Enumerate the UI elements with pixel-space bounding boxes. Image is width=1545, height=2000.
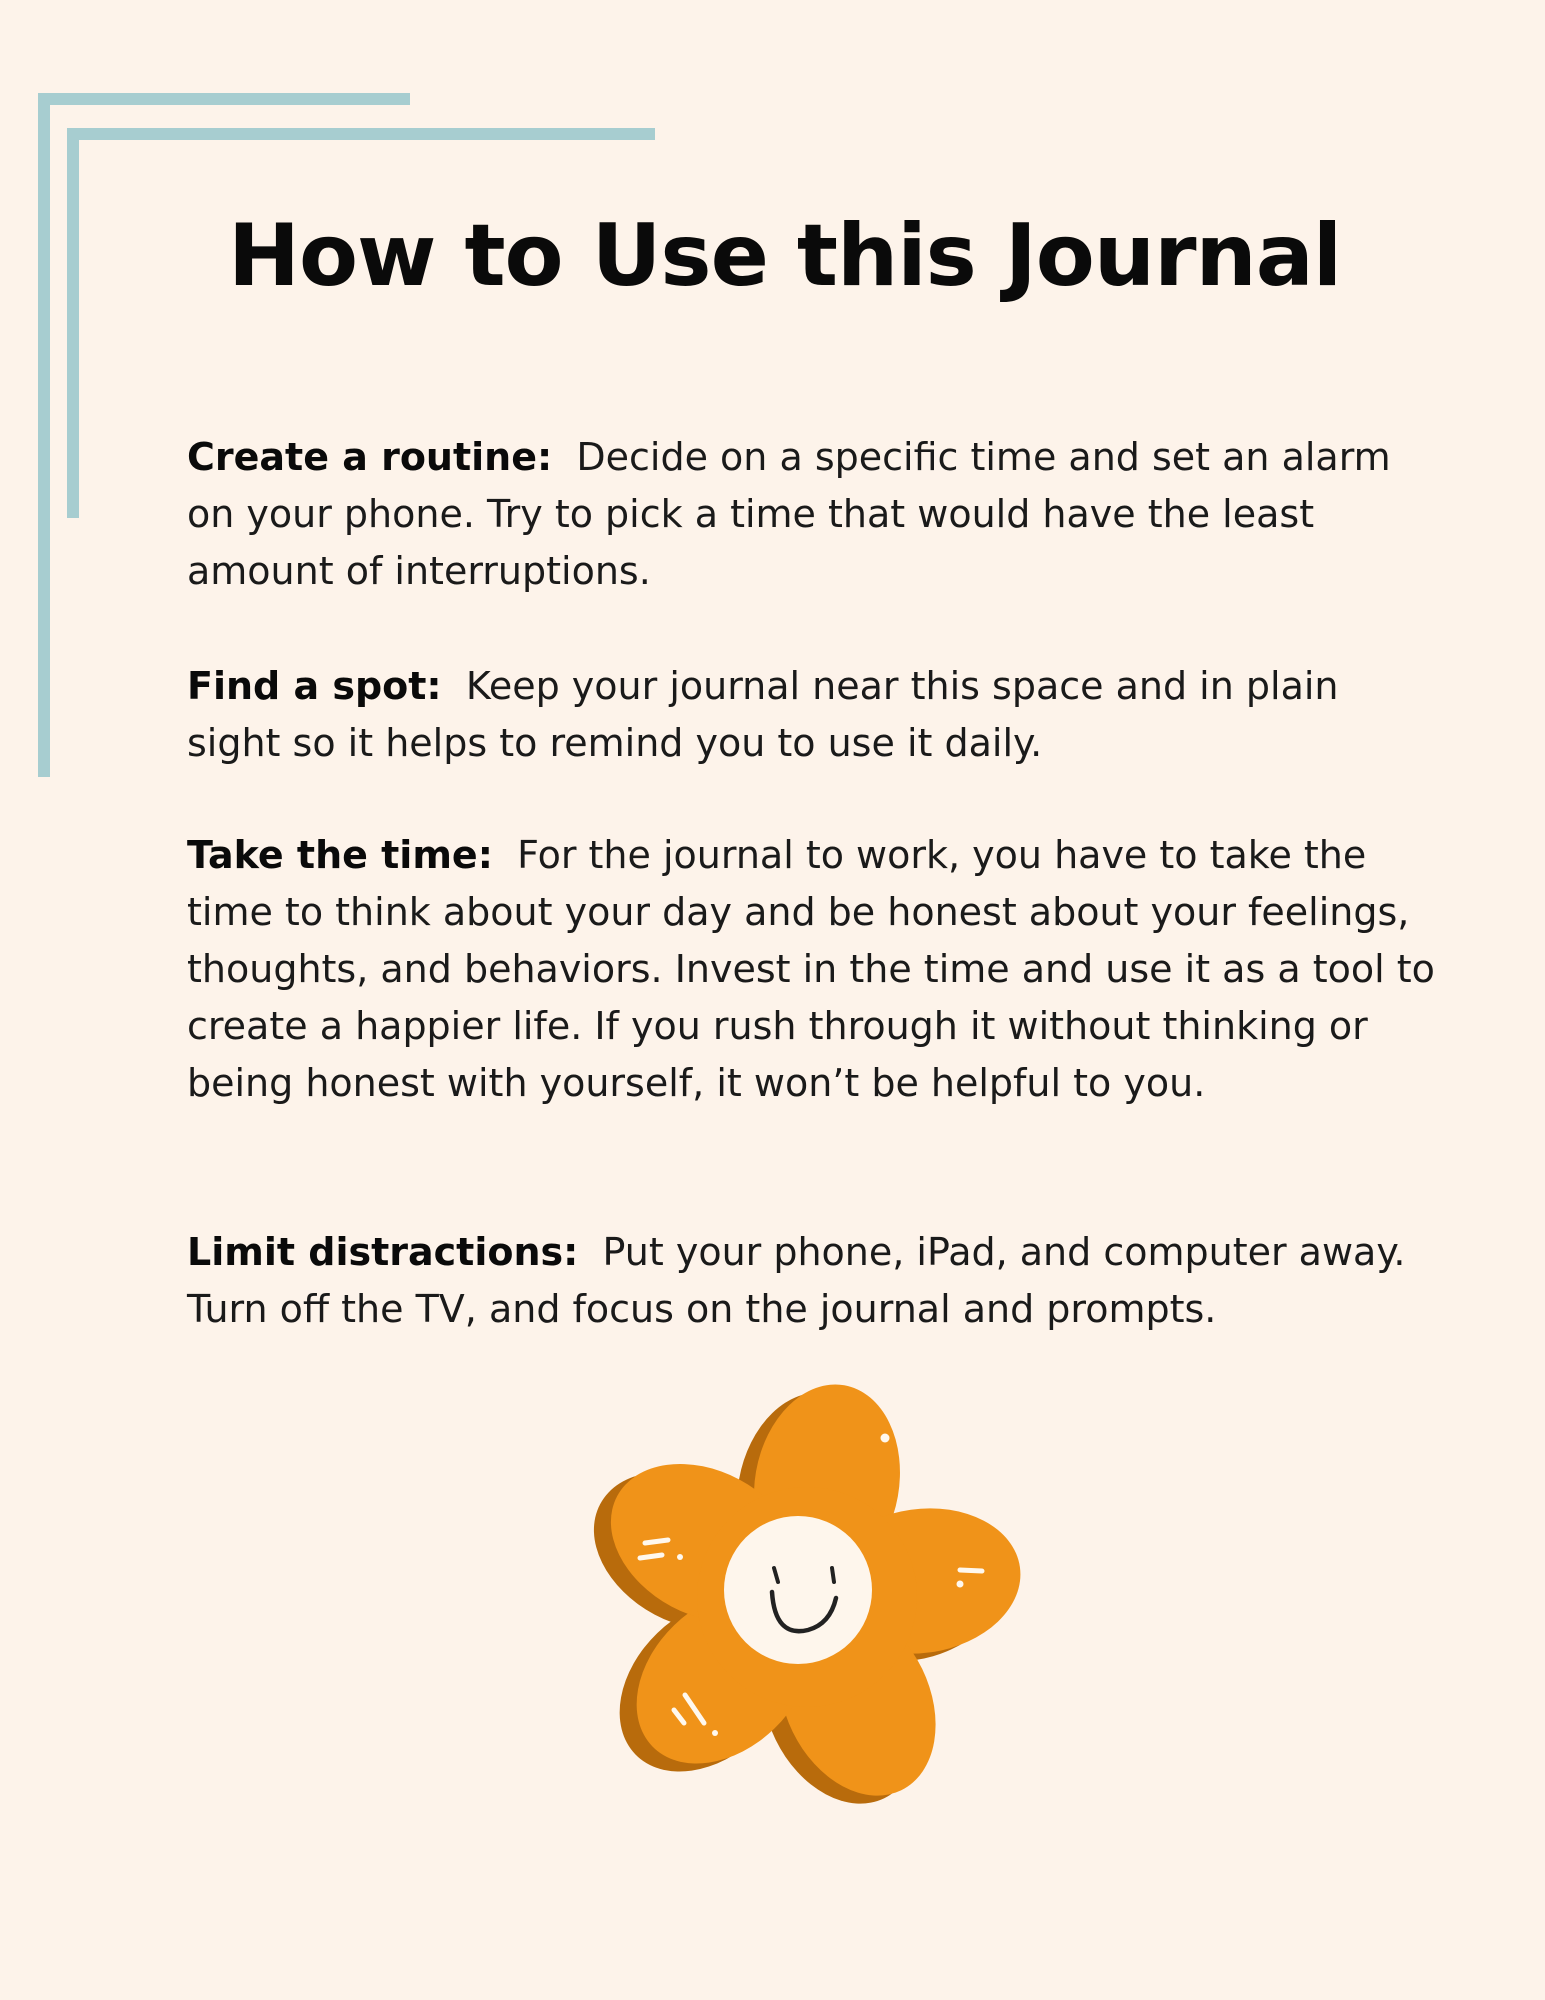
section-body: Keep your journal near this space and in plain sight so it helps to remind you to use it daily. xyxy=(187,664,1339,765)
section-create-routine xyxy=(187,429,1437,600)
section-body: Decide on a specific time and set an alarm on your phone. Try to pick a time that would have the least amount of interruptions. xyxy=(187,435,1391,593)
section-body: For the journal to work, you have to take the time to think about your day and be honest about your feelings, thoughts, and behaviors. Invest in the time and use it as a tool to create a happier life. If you rush through it without thinking or being honest with yourself, it won’t be helpful to you. xyxy=(187,833,1435,1105)
section-body: Put your phone, iPad, and computer away. Turn off the TV, and focus on the journal and prompts. xyxy=(187,1230,1406,1331)
frame-line-inner-vertical xyxy=(67,128,79,518)
section-term: Find a spot: xyxy=(187,664,442,708)
section-limit-distractions xyxy=(187,1224,1437,1338)
frame-line-outer-horizontal xyxy=(38,93,410,105)
section-term: Take the time: xyxy=(187,833,493,877)
section-term: Create a routine: xyxy=(187,435,553,479)
flower-face xyxy=(724,1516,872,1664)
section-take-time xyxy=(187,827,1437,1112)
smiling-flower-icon xyxy=(580,1380,1030,1820)
frame-line-outer-vertical xyxy=(38,93,50,777)
flower-right-eye xyxy=(832,1568,834,1582)
section-term: Limit distractions: xyxy=(187,1230,579,1274)
page-title: How to Use this Journal xyxy=(228,206,1342,306)
section-find-spot xyxy=(187,658,1437,772)
frame-line-inner-horizontal xyxy=(67,128,655,140)
